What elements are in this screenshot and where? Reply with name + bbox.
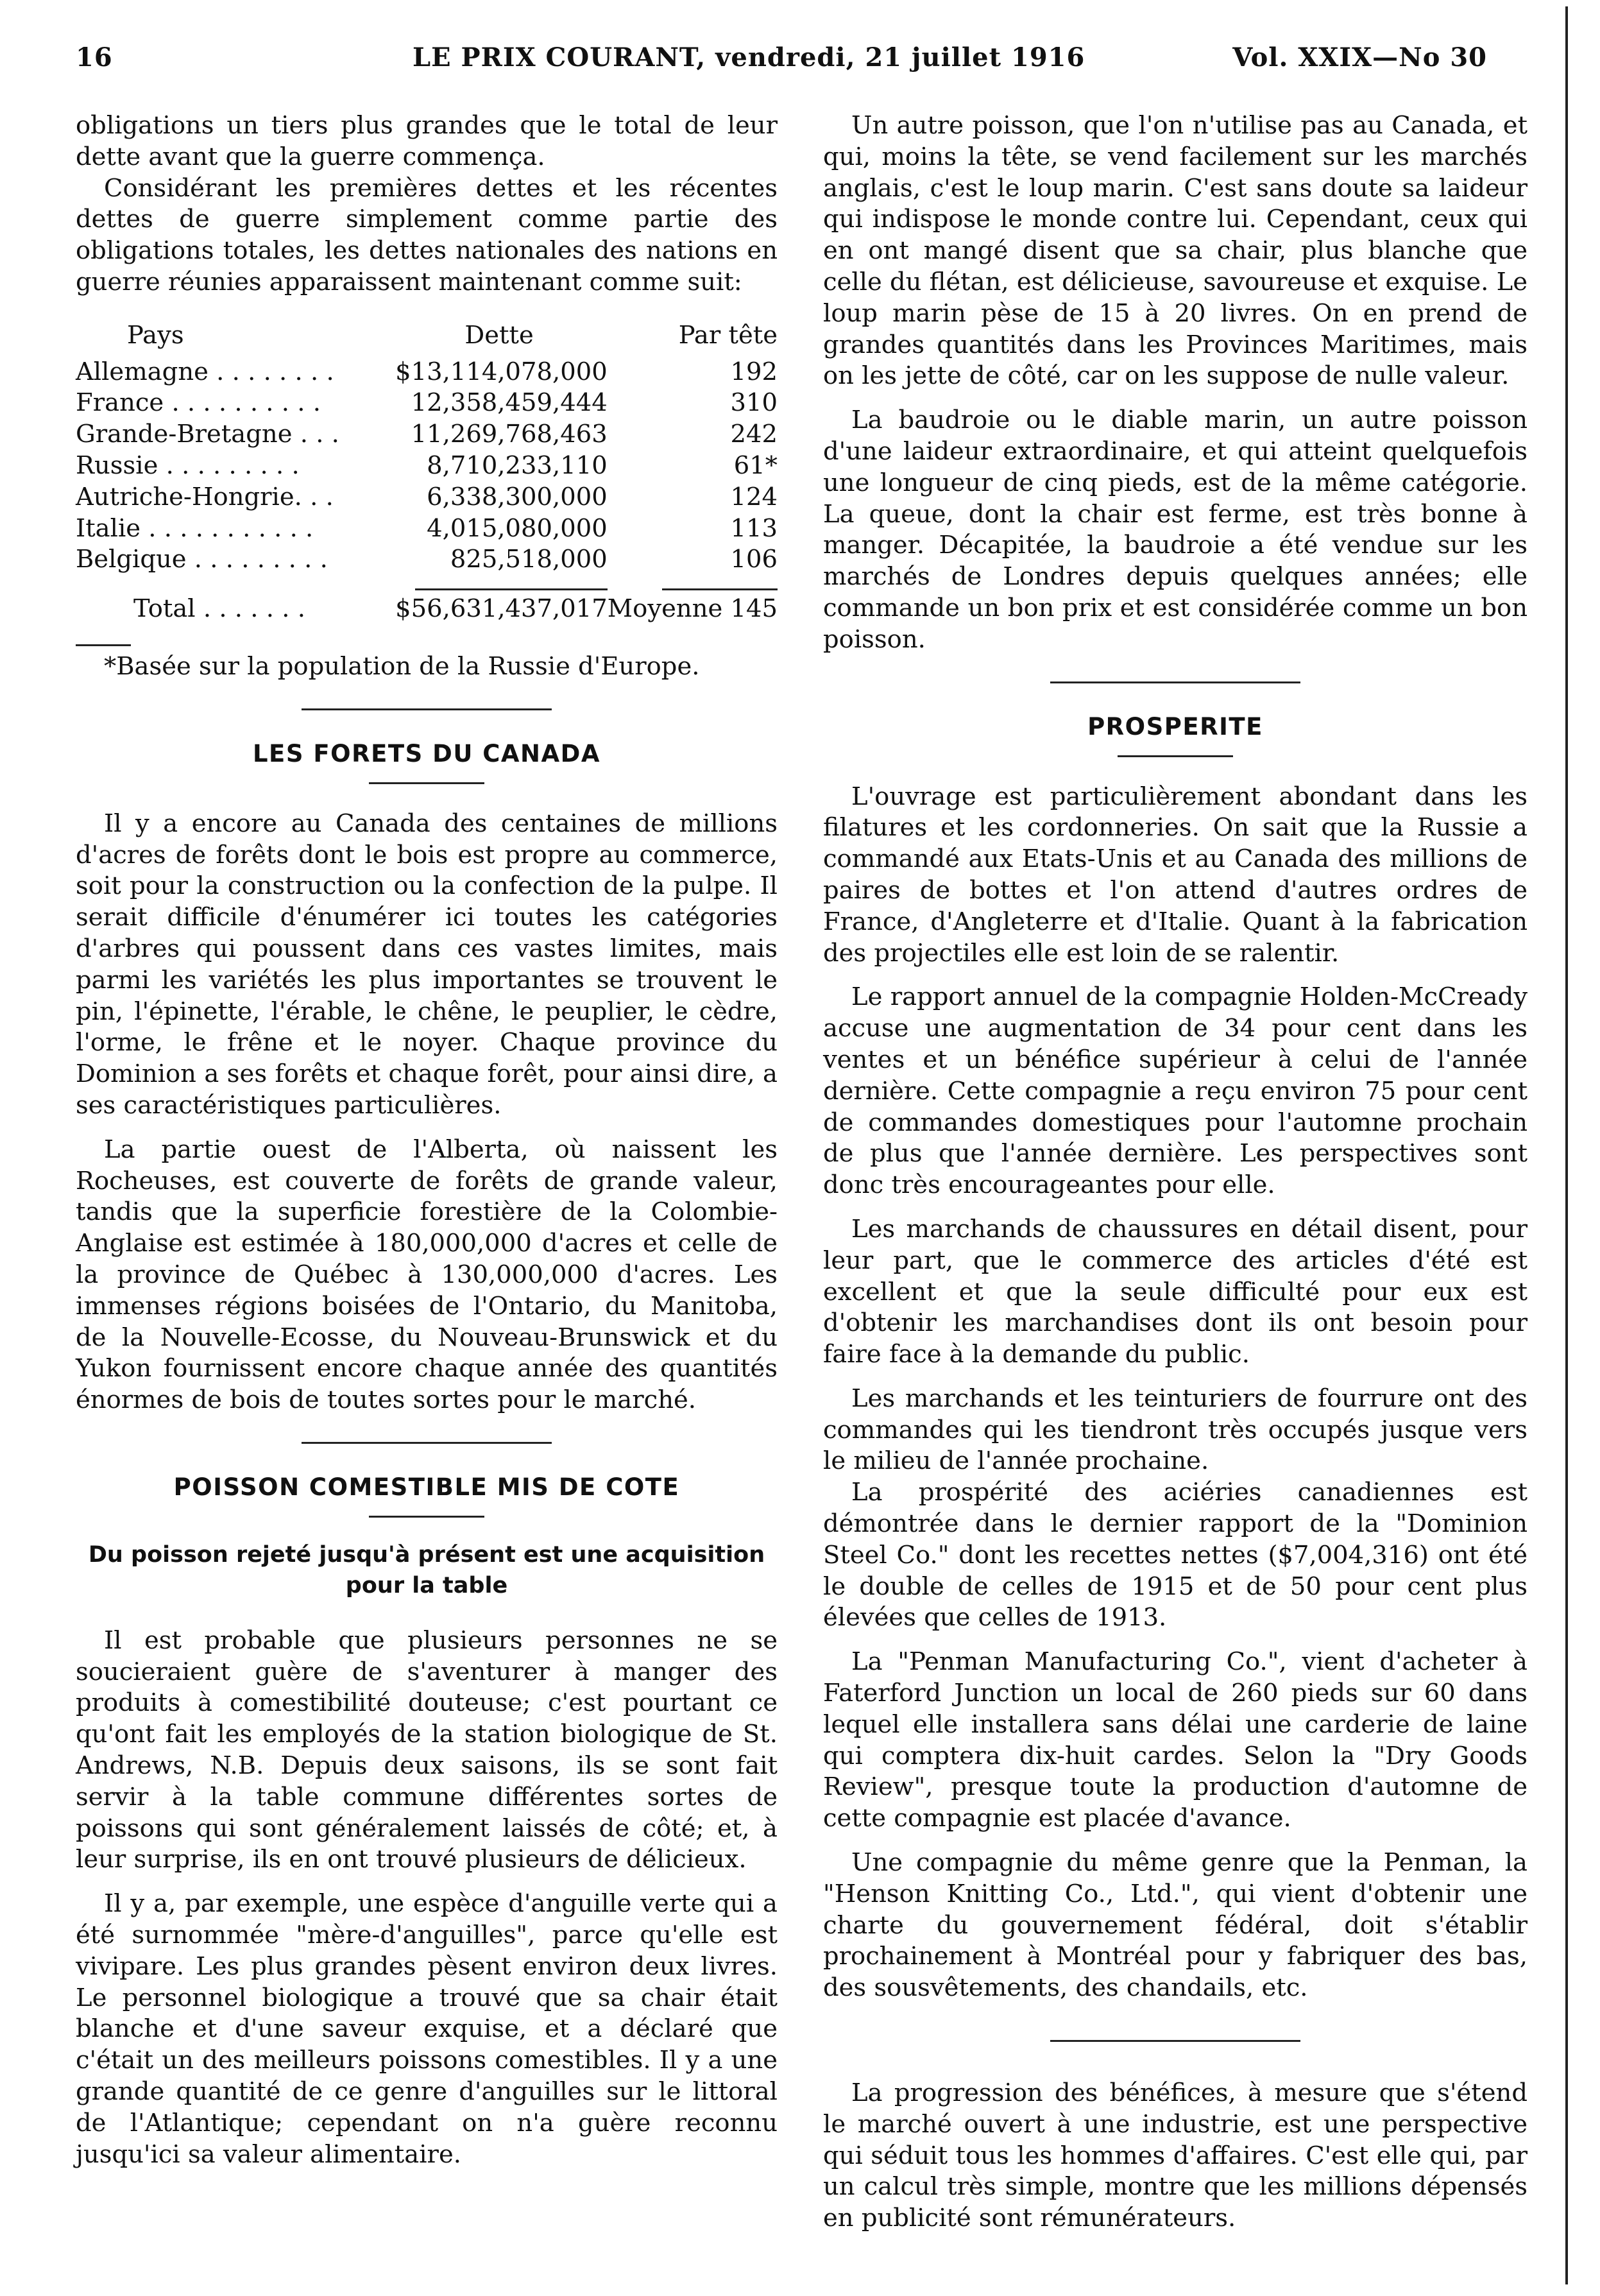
column-header-per-head: Par tête — [678, 320, 778, 350]
debt-cell: 825,518,000 — [450, 545, 608, 574]
page-number: 16 — [76, 42, 113, 73]
paragraph: Les marchands de chaussures en détail disent, pour leur part, que le commerce des articles d'été est excellent et que la seule difficulté pour eux est d'obtenir les marchandises dont ils ont besoin pour faire face à la demande du public. — [823, 1214, 1528, 1369]
country-cell: Italie . . . . . . . . . . . — [76, 513, 314, 543]
table-total-row — [76, 594, 778, 625]
debt-cell: 12,358,459,444 — [411, 388, 608, 418]
total-debt: $56,631,437,017 — [395, 594, 608, 624]
per-head-cell: 61* — [733, 450, 778, 480]
country-cell: Allemagne . . . . . . . . — [76, 357, 334, 386]
paragraph: Le rapport annuel de la compagnie Holden-McCready accuse une augmentation de 34 pour cent dans les ventes et un bénéfice supérieur à celui de l'année dernière. Cette compagnie a reçu environ 75 pour cent de commandes domestiques pour l'automne prochain de plus que l'année dernière. Les perspectives sont donc très encourageantes pour elle. — [823, 982, 1528, 1200]
debt-cell: 8,710,233,110 — [427, 450, 608, 480]
country-cell: Autriche-Hongrie. . . — [76, 482, 334, 511]
paragraph: La progression des bénéfices, à mesure que s'étend le marché ouvert à une industrie, est une perspective qui séduit tous les hommes d'affaires. C'est elle qui, par un calcul très simple, montre que les millions dépensés en publicité sont rémunérateurs. — [823, 2078, 1528, 2233]
total-rule — [415, 588, 608, 590]
paragraph: Il y a encore au Canada des centaines de millions d'acres de forêts dont le bois est propre au commerce, soit pour la construction ou la confection de la pulpe. Il serait difficile d'énumérer ici toutes les catégories d'arbres qui poussent dans ces vastes limites, mais parmi les variétés les plus importantes se trouvent le pin, l'épinette, l'érable, le chêne, le peuplier, le cèdre, l'orme, le frêne et le noyer. Chaque province du Dominion a ses forêts et chaque forêt, pour ainsi dire, a ses caractéristiques particulières. — [76, 809, 778, 1120]
right-column — [823, 110, 1528, 2234]
section-divider — [1050, 681, 1300, 683]
country-cell: Grande-Bretagne . . . — [76, 420, 339, 449]
table-footnote: *Basée sur la population de la Russie d'Europe. — [104, 651, 700, 681]
paragraph: La partie ouest de l'Alberta, où naissent les Rocheuses, est couverte de forêts de grande valeur, tandis que la superficie forestière de la Colombie-Anglaise est estimée à 180,000,000 d'acres et celle de la province de Québec à 130,000,000 d'acres. Les immenses régions boisées de l'Ontario, du Manitoba, de la Nouvelle-Ecosse, du Nouveau-Brunswick et du Yukon fournissent encore chaque année des quantités énormes de bois de toutes sortes pour le marché. — [76, 1135, 778, 1415]
table-row — [76, 513, 778, 545]
heading-rule — [369, 782, 484, 784]
paragraph: Il y a, par exemple, une espèce d'anguille verte qui a été surnommée "mère-d'anguilles", parce qu'elle est vivipare. Les plus grandes pèsent environ deux livres. Le personnel biologique a trouvé que sa chair était blanche et d'une saveur exquise, et a déclaré que c'était un des meilleurs poissons comestibles. Il y a une grande quantité de ce genre d'anguilles sur le littoral de l'Atlantique; cependant on n'a guère reconnu jusqu'ici sa valeur alimentaire. — [76, 1889, 778, 2169]
per-head-cell: 106 — [730, 545, 778, 574]
section-divider — [302, 708, 552, 710]
per-head-cell: 192 — [730, 357, 778, 386]
article-heading: POISSON COMESTIBLE MIS DE COTE — [173, 1473, 680, 1501]
column-header-country: Pays — [127, 320, 184, 350]
publication-title: LE PRIX COURANT, vendredi, 21 juillet 1916 — [413, 42, 1085, 73]
debt-cell: 6,338,300,000 — [427, 482, 608, 511]
total-label: Total . . . . . . . — [133, 594, 305, 624]
running-header — [76, 42, 1487, 81]
paragraph: La baudroie ou le diable marin, un autre poisson d'une laideur extraordinaire, et qui atteint quelquefois une longueur de cinq pieds, est de la même catégorie. La queue, dont la chair est ferme, est très bonne à manger. Décapitée, la baudroie a été vendue sur les marchés de Londres depuis quelques années; elle commande un bon prix et est considérée comme un bon poisson. — [823, 406, 1528, 654]
total-rule — [662, 588, 778, 590]
paragraph: La prospérité des aciéries canadiennes est démontrée dans le dernier rapport de la "Dominion Steel Co." dont les recettes nettes ($7,004,316) ont été le double de celles de 1915 et de 50 pour cent plus élevées que celles de 1913. — [823, 1478, 1528, 1632]
article-heading: PROSPERITE — [1087, 712, 1263, 741]
paragraph: Il est probable que plusieurs personnes ne se soucieraient guère de s'aventurer à manger des produits à comestibilité douteuse; c'est pourtant ce qu'ont fait les employés de la station biologique de St. Andrews, N.B. Depuis deux saisons, ils se sont fait servir à la table commune différentes sortes de poissons qui sont généralement laissés de côté; et, à leur surprise, ils en ont trouvé plusieurs de délicieux. — [76, 1625, 778, 1874]
average-per-head: Moyenne 145 — [607, 594, 778, 624]
total-rule-row — [76, 576, 778, 594]
table-row — [76, 450, 778, 482]
left-column — [76, 110, 778, 2170]
page-edge-rule — [1565, 6, 1568, 2284]
paragraph: obligations un tiers plus grandes que le total de leur dette avant que la guerre commença. — [76, 111, 778, 171]
paragraph: Les marchands et les teinturiers de fourrure ont des commandes qui les tiendront très occupés jusque vers le milieu de l'année prochaine. — [823, 1384, 1528, 1476]
column-header-debt: Dette — [464, 320, 534, 350]
country-cell: Russie . . . . . . . . . — [76, 450, 300, 480]
paragraph: Une compagnie du même genre que la Penman, la "Henson Knitting Co., Ltd.", qui vient d'obtenir une charte du gouvernement fédéral, doit s'établir prochainement à Montréal pour y fabriquer des bas, des sousvêtements, des chandails, etc. — [823, 1848, 1528, 2003]
per-head-cell: 310 — [730, 388, 778, 418]
per-head-cell: 242 — [730, 420, 778, 449]
section-divider — [302, 1442, 552, 1444]
table-row — [76, 357, 778, 388]
table-row — [76, 388, 778, 419]
volume-number: Vol. XXIX—No 30 — [1232, 42, 1487, 73]
article-subheading: Du poisson rejeté jusqu'à présent est une acquisition pour la table — [88, 1541, 765, 1598]
footnote-rule — [76, 644, 131, 646]
table-row — [76, 419, 778, 450]
paragraph: La "Penman Manufacturing Co.", vient d'acheter à Faterford Junction un local de 260 pieds sur 60 dans lequel elle installera sans délai une carderie de laine qui comptera dix-huit cardes. Selon la "Dry Goods Review", presque toute la production d'automne de cette compagnie est placée d'avance. — [823, 1647, 1528, 1833]
paragraph: Un autre poisson, que l'on n'utilise pas au Canada, et qui, moins la tête, se vend facilement sur les marchés anglais, c'est le loup marin. C'est sans doute sa laideur qui indispose le monde contre lui. Cependant, ceux qui en ont mangé disent que sa chair, plus blanche que celle du flétan, est délicieuse, savoureuse et exquise. Le loup marin pèse de 15 à 20 livres. On en prend de grandes quantités dans les Provinces Maritimes, mais on les jette de côté, car on les suppose de nulle valeur. — [823, 111, 1528, 391]
debt-cell: $13,114,078,000 — [395, 357, 608, 386]
country-cell: Belgique . . . . . . . . . — [76, 545, 328, 574]
paragraph: Considérant les premières dettes et les récentes dettes de guerre simplement comme partie des obligations totales, les dettes nationales des nations en guerre réunies apparaissent maintenant comme suit: — [76, 173, 778, 296]
heading-rule — [369, 1516, 484, 1518]
country-cell: France . . . . . . . . . . — [76, 388, 321, 418]
debt-cell: 4,015,080,000 — [427, 513, 608, 543]
table-row — [76, 544, 778, 576]
debt-cell: 11,269,768,463 — [411, 420, 608, 449]
table-header-row — [76, 320, 778, 352]
war-debt-table — [76, 320, 778, 625]
per-head-cell: 113 — [730, 513, 778, 543]
per-head-cell: 124 — [730, 482, 778, 511]
article-heading: LES FORETS DU CANADA — [252, 739, 601, 767]
paragraph: L'ouvrage est particulièrement abondant dans les filatures et les cordonneries. On sait que la Russie a commandé aux Etats-Unis et au Canada des millions de paires de bottes et l'on attend d'autres ordres de France, d'Angleterre et d'Italie. Quant à la fabrication des projectiles elle est loin de se ralentir. — [823, 782, 1528, 968]
heading-rule — [1118, 755, 1233, 757]
table-row — [76, 482, 778, 513]
